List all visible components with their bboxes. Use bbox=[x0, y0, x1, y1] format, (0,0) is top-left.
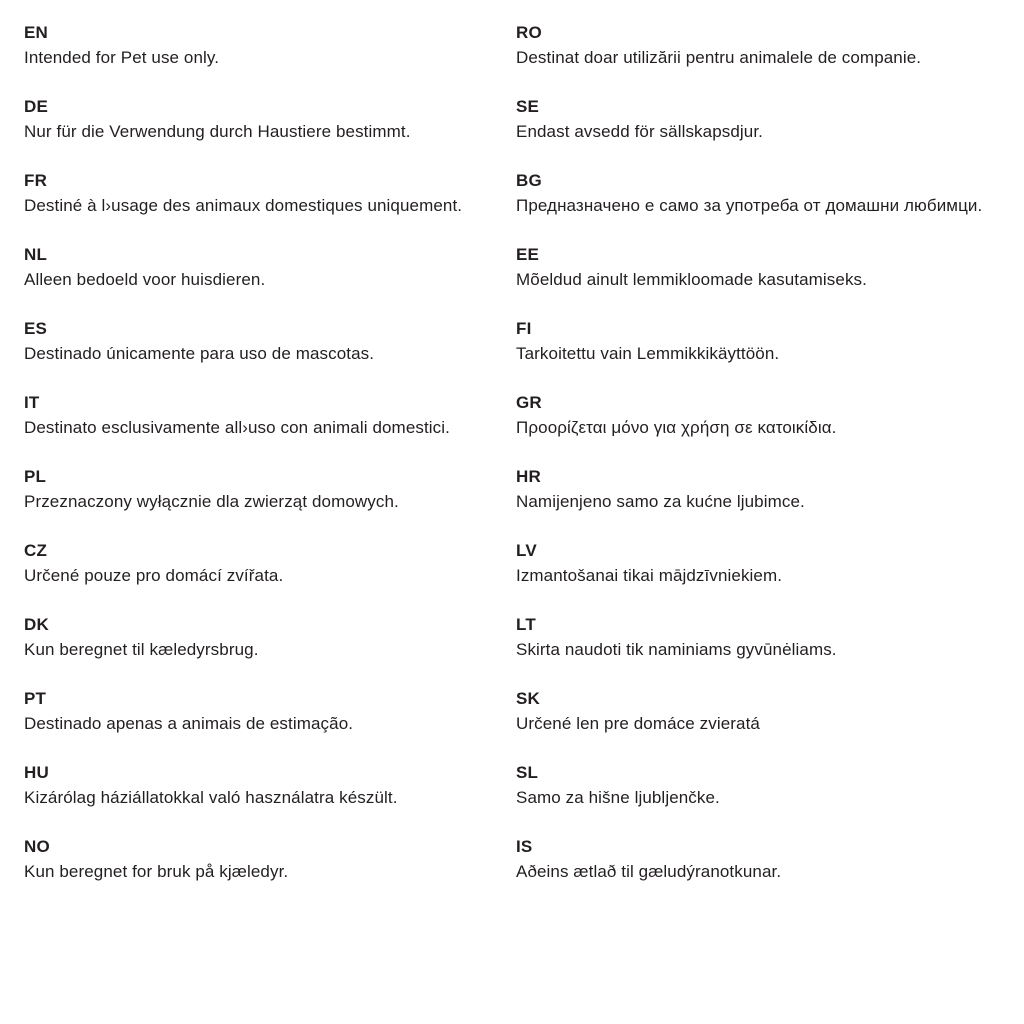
language-entry-no bbox=[24, 834, 494, 884]
language-entry-ee bbox=[516, 242, 986, 292]
language-code: IS bbox=[516, 837, 533, 856]
translation-text: Kun beregnet for bruk på kjæledyr. bbox=[24, 862, 289, 881]
language-code: GR bbox=[516, 393, 542, 412]
language-code: EN bbox=[24, 23, 49, 42]
language-entry-sk bbox=[516, 686, 986, 736]
translation-text: Tarkoitettu vain Lemmikkikäyttöön. bbox=[516, 344, 780, 363]
language-entry-ro bbox=[516, 20, 986, 70]
language-code: NO bbox=[24, 837, 50, 856]
language-code: PT bbox=[24, 689, 47, 708]
translation-text: Mõeldud ainult lemmikloomade kasutamiseks. bbox=[516, 270, 867, 289]
translation-text: Alleen bedoeld voor huisdieren. bbox=[24, 270, 266, 289]
language-code: FR bbox=[24, 171, 48, 190]
language-code: NL bbox=[24, 245, 48, 264]
language-entry-nl bbox=[24, 242, 494, 292]
language-entry-dk bbox=[24, 612, 494, 662]
language-entry-es bbox=[24, 316, 494, 366]
translation-text: Destinado apenas a animais de estimação. bbox=[24, 714, 354, 733]
language-code: PL bbox=[24, 467, 47, 486]
language-entry-is bbox=[516, 834, 986, 884]
language-code: LT bbox=[516, 615, 536, 634]
translation-text: Destinado únicamente para uso de mascotas. bbox=[24, 344, 375, 363]
translation-text: Izmantošanai tikai mājdzīvniekiem. bbox=[516, 566, 783, 585]
translation-text: Aðeins ætlað til gæludýranotkunar. bbox=[516, 862, 782, 881]
language-code: DK bbox=[24, 615, 49, 634]
language-code: LV bbox=[516, 541, 537, 560]
language-entry-de bbox=[24, 94, 494, 144]
translation-text: Przeznaczony wyłącznie dla zwierząt domowych. bbox=[24, 492, 399, 511]
translation-text: Intended for Pet use only. bbox=[24, 48, 220, 67]
column-left bbox=[24, 20, 494, 884]
translation-text: Kizárólag háziállatokkal való használatra készült. bbox=[24, 788, 398, 807]
language-code: DE bbox=[24, 97, 49, 116]
language-code: SL bbox=[516, 763, 539, 782]
language-code: CZ bbox=[24, 541, 48, 560]
translation-text: Nur für die Verwendung durch Haustiere bestimmt. bbox=[24, 122, 411, 141]
language-entry-hr bbox=[516, 464, 986, 514]
translation-text: Namijenjeno samo za kućne ljubimce. bbox=[516, 492, 805, 511]
language-code: HR bbox=[516, 467, 541, 486]
translation-text: Kun beregnet til kæledyrsbrug. bbox=[24, 640, 259, 659]
language-entry-se bbox=[516, 94, 986, 144]
language-entry-fi bbox=[516, 316, 986, 366]
language-code: SK bbox=[516, 689, 541, 708]
language-entry-hu bbox=[24, 760, 494, 810]
language-entry-it bbox=[24, 390, 494, 440]
language-entry-lv bbox=[516, 538, 986, 588]
language-entry-bg bbox=[516, 168, 986, 218]
language-code: HU bbox=[24, 763, 49, 782]
language-code: SE bbox=[516, 97, 540, 116]
translation-text: Určené pouze pro domácí zvířata. bbox=[24, 566, 284, 585]
language-entry-pt bbox=[24, 686, 494, 736]
language-code: IT bbox=[24, 393, 40, 412]
language-entry-cz bbox=[24, 538, 494, 588]
language-entry-lt bbox=[516, 612, 986, 662]
language-entry-en bbox=[24, 20, 494, 70]
language-code: FI bbox=[516, 319, 532, 338]
translation-text: Destinat doar utilizării pentru animalele de companie. bbox=[516, 48, 922, 67]
language-code: BG bbox=[516, 171, 542, 190]
language-entry-fr bbox=[24, 168, 494, 218]
column-right bbox=[516, 20, 986, 884]
translation-text: Предназначено е само за употреба от домашни любимци. bbox=[516, 196, 983, 215]
translation-text: Destiné à l›usage des animaux domestiques uniquement. bbox=[24, 196, 463, 215]
language-code: RO bbox=[516, 23, 542, 42]
language-entry-pl bbox=[24, 464, 494, 514]
language-code: ES bbox=[24, 319, 48, 338]
translation-text: Endast avsedd för sällskapsdjur. bbox=[516, 122, 764, 141]
translation-text: Určené len pre domáce zvieratá bbox=[516, 714, 760, 733]
translation-text: Προορίζεται μόνο για χρήση σε κατοικίδια. bbox=[516, 418, 837, 437]
translation-text: Destinato esclusivamente all›uso con animali domestici. bbox=[24, 418, 450, 437]
language-entry-sl bbox=[516, 760, 986, 810]
language-code: EE bbox=[516, 245, 540, 264]
language-entry-gr bbox=[516, 390, 986, 440]
translation-text: Samo za hišne ljubljenčke. bbox=[516, 788, 720, 807]
translation-text: Skirta naudoti tik naminiams gyvūnėliams. bbox=[516, 640, 837, 659]
